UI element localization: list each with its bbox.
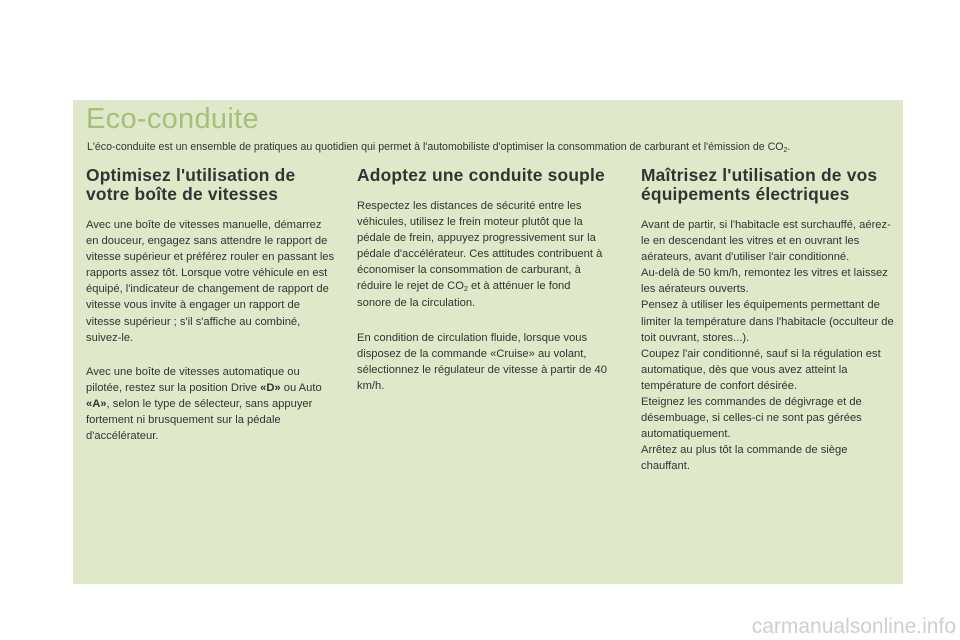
- paragraph-windows: Au-delà de 50 km/h, remontez les vitres et laissez les aérateurs ouverts.: [641, 267, 888, 296]
- safety-text-1: Respectez les distances de sécurité entre les véhicules, utilisez le frein moteur plutôt que la pédale de frein, appuyez progressivement sur la pédale d'accélérateur. Ces attitudes contribuent à économiser la consommation de carburant, à réduire le rejet de CO: [357, 200, 603, 293]
- automatic-text-1: Avec une boîte de vitesses automatique ou pilotée, restez sur la position Drive: [86, 365, 300, 394]
- auto-label: «A»: [86, 397, 107, 410]
- heading-smooth-driving: Adoptez une conduite souple: [357, 165, 605, 185]
- column-electrical-equipment: [641, 166, 899, 475]
- paragraph-demisting: Eteignez les commandes de dégivrage et de désembuage, si celles-ci ne sont pas gérées automatiquement.: [641, 396, 862, 441]
- intro-text-main: L'éco-conduite est un ensemble de pratiques au quotidien qui permet à l'automobiliste d'optimiser la consommation de carburant et l'émission de CO: [87, 141, 784, 153]
- co2-subscript: 2: [463, 286, 468, 294]
- paragraph-sun-blinds: Pensez à utiliser les équipements permettant de limiter la température dans l'habitacle (occulteur de toit ouvrant, stores...).: [641, 299, 894, 344]
- column-smooth-driving: [357, 166, 607, 394]
- watermark: carmanualsonline.info: [751, 615, 956, 638]
- heading-gearbox: Optimisez l'utilisation de votre boîte de vitesses: [86, 165, 296, 204]
- automatic-text-3: , selon le type de sélecteur, sans appuyer fortement ni brusquement sur la pédale d'accélérateur.: [86, 397, 313, 443]
- paragraph-air-conditioning: Coupez l'air conditionné, sauf si la régulation est automatique, dès que vous avez atteint la température de confort désirée.: [641, 347, 881, 392]
- intro-co2-subscript: 2: [783, 147, 788, 154]
- column-gearbox: [86, 166, 336, 444]
- paragraph-ventilation: Avant de partir, si l'habitacle est surchauffé, aérez-le en descendant les vitres et en ouvrant les aérateurs, avant d'utiliser l'air conditionné.: [641, 219, 891, 264]
- paragraph-cruise-control: En condition de circulation fluide, lorsque vous disposez de la commande «Cruise» au volant, sélectionnez le régulateur de vitesse à partir de 40 km/h.: [357, 331, 608, 392]
- paragraph-manual-gearbox: Avec une boîte de vitesses manuelle, démarrez en douceur, engagez sans attendre le rapport de vitesse supérieur et préférez rouler en passant les rapports assez tôt. Lorsque votre véhicule en est équipé, l'indicateur de changement de rapport de vitesse vous invite à engager un rapport de vitesse supérieur ; s'il s'affiche au combiné, suivez-le.: [86, 219, 335, 344]
- safety-text-2: et à atténuer le fond sonore de la circulation.: [357, 280, 571, 309]
- intro-text-end: .: [787, 141, 791, 153]
- intro-text: [87, 141, 897, 153]
- drive-label: «D»: [260, 381, 281, 394]
- heading-electrical-equipment: Maîtrisez l'utilisation de vos équipements électriques: [641, 165, 878, 204]
- page-title: Eco-conduite: [86, 103, 259, 135]
- paragraph-automatic-gearbox: [86, 364, 336, 444]
- automatic-text-2: ou Auto: [280, 381, 322, 394]
- paragraph-safety-distances: [357, 198, 607, 311]
- paragraph-heated-seat: Arrêtez au plus tôt la commande de siège chauffant.: [641, 444, 848, 473]
